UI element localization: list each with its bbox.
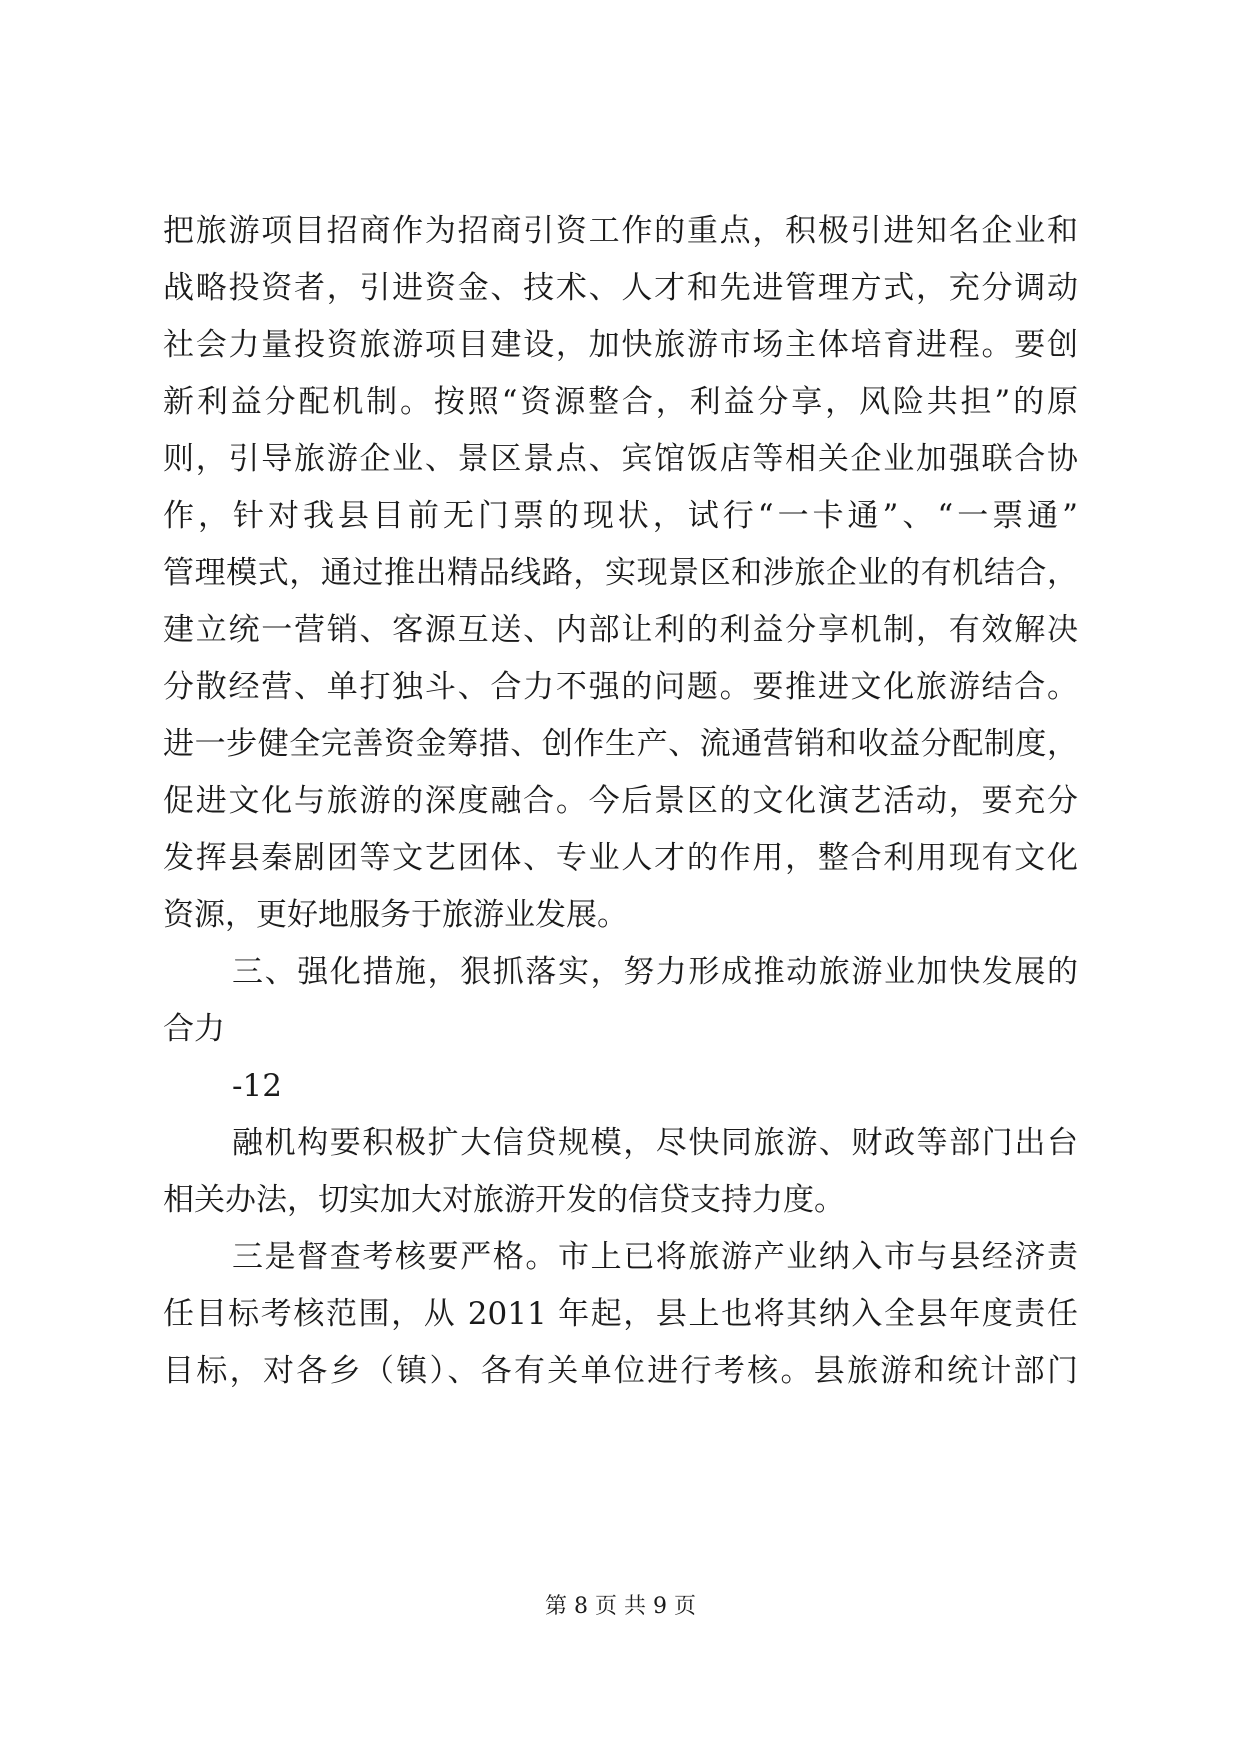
paragraph-line: 进一步健全完善资金筹措、创作生产、流通营销和收益分配制度，: [163, 726, 1078, 762]
paragraph-line: 相关办法，切实加大对旅游开发的信贷支持力度。: [163, 1182, 845, 1218]
page-footer: 第 8 页 共 9 页: [545, 1594, 696, 1619]
page-marker: -12: [232, 1068, 282, 1104]
paragraph-line: 融机构要积极扩大信贷规模，尽快同旅游、财政等部门出台: [232, 1125, 1078, 1161]
paragraph-line: 新利益分配机制。按照“资源整合，利益分享，风险共担”的原: [163, 384, 1078, 420]
paragraph-line: 社会力量投资旅游项目建设，加快旅游市场主体培育进程。要创: [163, 327, 1078, 363]
paragraph-line: 分散经营、单打独斗、合力不强的问题。要推进文化旅游结合。: [163, 669, 1078, 705]
paragraph-line: 把旅游项目招商作为招商引资工作的重点，积极引进知名企业和: [163, 213, 1078, 249]
section-heading-line: 合力: [163, 1011, 225, 1047]
paragraph-line: 作，针对我县目前无门票的现状，试行“一卡通”、“一票通”: [163, 498, 1078, 534]
paragraph-line: 三是督查考核要严格。市上已将旅游产业纳入市与县经济责: [232, 1239, 1078, 1275]
paragraph-line: 任目标考核范围，从 2011 年起，县上也将其纳入全县年度责任: [163, 1296, 1078, 1332]
paragraph-line: 则，引导旅游企业、景区景点、宾馆饭店等相关企业加强联合协: [163, 441, 1078, 477]
paragraph-line: 目标，对各乡（镇）、各有关单位进行考核。县旅游和统计部门: [163, 1353, 1078, 1389]
paragraph-line: 管理模式，通过推出精品线路，实现景区和涉旅企业的有机结合，: [163, 555, 1078, 591]
paragraph-line: 资源，更好地服务于旅游业发展。: [163, 897, 628, 933]
paragraph-line: 建立统一营销、客源互送、内部让利的利益分享机制，有效解决: [163, 612, 1078, 648]
paragraph-line: 战略投资者，引进资金、技术、人才和先进管理方式，充分调动: [163, 270, 1078, 306]
paragraph-line: 发挥县秦剧团等文艺团体、专业人才的作用，整合利用现有文化: [163, 840, 1078, 876]
paragraph-line: 促进文化与旅游的深度融合。今后景区的文化演艺活动，要充分: [163, 783, 1078, 819]
section-heading-line: 三、强化措施，狠抓落实，努力形成推动旅游业加快发展的: [232, 954, 1078, 990]
